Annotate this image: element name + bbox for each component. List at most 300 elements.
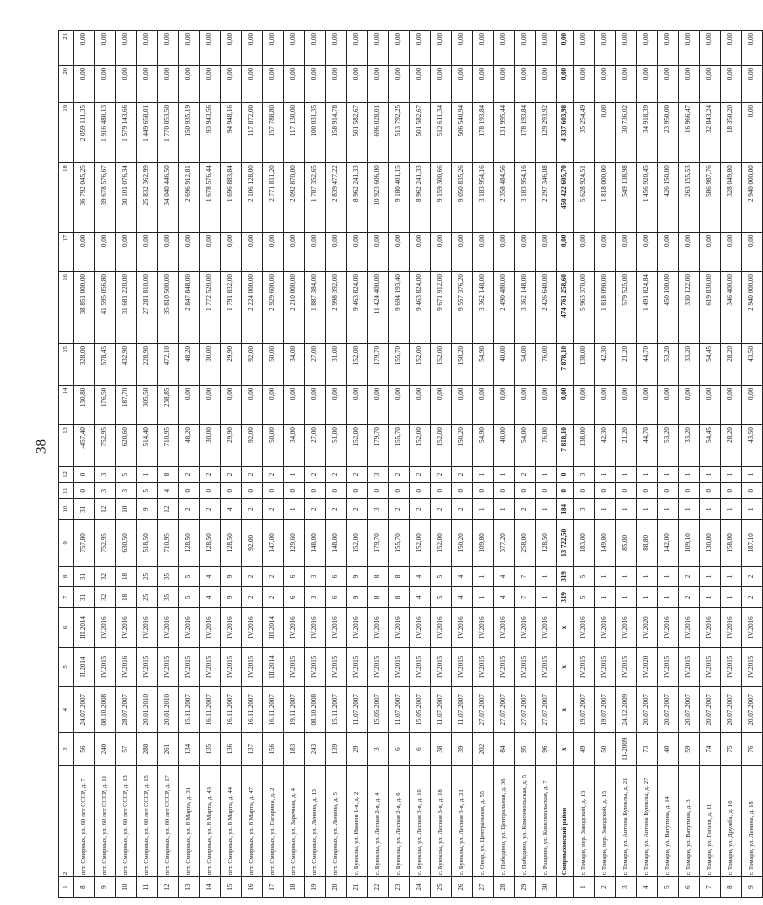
- table-cell: 0,00: [574, 65, 595, 102]
- table-cell: 0,00: [368, 385, 389, 424]
- table-cell: 155,70: [389, 425, 410, 467]
- table-cell: 0,00: [557, 31, 574, 66]
- table-cell: 0: [557, 466, 574, 482]
- table-cell: 2: [389, 466, 410, 482]
- table-cell: г. Томари, ул. Антона Буюклы, д. 27: [637, 765, 658, 876]
- table-cell: 0,00: [473, 31, 494, 66]
- table-cell: 152,00: [410, 425, 431, 467]
- table-cell: 43,50: [742, 425, 763, 467]
- table-cell: 150,20: [452, 344, 473, 386]
- table-cell: 138,00: [574, 344, 595, 386]
- table-cell: 22: [368, 877, 389, 898]
- table-cell: 11.07.2007: [347, 687, 368, 733]
- table-cell: пгт. Смирных, ул. Гагарина, д. 2: [263, 765, 284, 876]
- table-cell: 20.07.2007: [637, 687, 658, 733]
- table-cell: 148,00: [326, 520, 347, 566]
- table-cell: 2: [242, 466, 263, 482]
- table-cell: 1: [473, 499, 494, 520]
- table-cell: 31,00: [326, 344, 347, 386]
- table-cell: 0,00: [452, 232, 473, 271]
- table-cell: 319: [557, 566, 574, 587]
- table-cell: 620,60: [116, 425, 137, 467]
- table-cell: 128,50: [536, 520, 557, 566]
- table-cell: 0: [679, 483, 700, 499]
- table-cell: с. Победино, ул. Комсомольская, д. 5: [515, 765, 536, 876]
- table-cell: 0: [494, 483, 515, 499]
- table-cell: IV.2015: [200, 647, 221, 686]
- table-cell: 1: [679, 499, 700, 520]
- table-cell: 20.07.2007: [721, 687, 742, 733]
- table-cell: 1 791 832,00: [221, 272, 242, 344]
- table-cell: 0,00: [389, 232, 410, 271]
- table-cell: IV.2016: [305, 608, 326, 647]
- table-cell: 0,00: [368, 65, 389, 102]
- table-cell: 95: [515, 733, 536, 765]
- table-cell: IV.2015: [700, 647, 721, 686]
- table-cell: 20: [326, 877, 347, 898]
- table-cell: 0: [263, 483, 284, 499]
- table-cell: 5: [179, 587, 200, 608]
- table-cell: 31: [74, 566, 95, 587]
- table-cell: 20.07.2007: [742, 687, 763, 733]
- table-cell: 5: [179, 566, 200, 587]
- table-cell: 39: [452, 733, 473, 765]
- table-cell: IV.2020: [637, 608, 658, 647]
- table-cell: 0,00: [658, 31, 679, 66]
- table-cell: 0,00: [242, 385, 263, 424]
- table-cell: 752,95: [95, 520, 116, 566]
- table-cell: 0,00: [116, 232, 137, 271]
- table-cell: пгт. Смирных, ул. 60 лет СССР, д. 11: [95, 765, 116, 876]
- table-cell: IV.2015: [305, 647, 326, 686]
- table-cell: 0,00: [95, 31, 116, 66]
- table-cell: 27.07.2007: [536, 687, 557, 733]
- table-cell: 0: [389, 483, 410, 499]
- table-row: [494, 31, 515, 898]
- table-cell: 1: [658, 566, 679, 587]
- table-cell: 23 950,00: [658, 102, 679, 162]
- table-cell: 0,00: [595, 232, 616, 271]
- table-cell: 9: [347, 566, 368, 587]
- table-cell: 148,00: [305, 520, 326, 566]
- table-cell: IV.2015: [721, 647, 742, 686]
- table-cell: 0,00: [452, 385, 473, 424]
- table-cell: 138,00: [574, 425, 595, 467]
- table-cell: г. Томари, пер. Заводской, д. 13: [574, 765, 595, 876]
- table-cell: 31: [74, 499, 95, 520]
- table-cell: 2: [263, 587, 284, 608]
- table-cell: IV.2016: [473, 608, 494, 647]
- table-cell: 0,00: [473, 65, 494, 102]
- table-cell: 14: [59, 385, 74, 424]
- table-cell: 179,70: [368, 425, 389, 467]
- table-cell: 0,00: [326, 31, 347, 66]
- table-cell: 0,00: [452, 65, 473, 102]
- table-cell: 134: [179, 733, 200, 765]
- table-cell: 3 183 954,16: [515, 163, 536, 233]
- table-cell: 11: [59, 483, 74, 499]
- table-row: [574, 31, 595, 898]
- table-row: [389, 31, 410, 898]
- table-cell: 501 582,67: [347, 102, 368, 162]
- table-row: [95, 31, 116, 898]
- table-cell: 150,20: [452, 520, 473, 566]
- table-cell: 0,00: [431, 385, 452, 424]
- table-cell: 9: [95, 877, 116, 898]
- table-cell: 74: [700, 733, 721, 765]
- table-cell: 152,00: [410, 520, 431, 566]
- table-cell: 43,50: [742, 344, 763, 386]
- table-cell: 0: [347, 483, 368, 499]
- table-cell: 20.07.2007: [658, 687, 679, 733]
- table-cell: 1: [658, 499, 679, 520]
- table-cell: 136: [221, 733, 242, 765]
- table-cell: 50,00: [263, 425, 284, 467]
- table-row: [700, 31, 721, 898]
- table-cell: IV.2015: [137, 647, 158, 686]
- table-cell: 0,00: [326, 232, 347, 271]
- table-cell: 0,00: [431, 232, 452, 271]
- table-cell: 100 031,35: [305, 102, 326, 162]
- table-cell: 1: [700, 566, 721, 587]
- table-cell: 1: [616, 466, 637, 482]
- table-cell: 1 787 352,65: [305, 163, 326, 233]
- table-cell: 17: [59, 232, 74, 271]
- table-cell: 32: [95, 587, 116, 608]
- table-cell: 9 694 193,40: [389, 272, 410, 344]
- table-cell: 96: [536, 733, 557, 765]
- table-cell: 0: [179, 483, 200, 499]
- housing-program-table: [58, 30, 763, 898]
- table-cell: 129,60: [284, 520, 305, 566]
- table-cell: 179,70: [368, 344, 389, 386]
- table-cell: 330 122,00: [679, 272, 700, 344]
- table-cell: 7 878,10: [557, 344, 574, 386]
- table-cell: 1: [616, 499, 637, 520]
- table-cell: 184: [557, 499, 574, 520]
- table-cell: 41 595 056,80: [95, 272, 116, 344]
- table-cell: 187,10: [742, 520, 763, 566]
- table-cell: 0,00: [473, 385, 494, 424]
- table-cell: IV.2016: [137, 608, 158, 647]
- table-cell: 19: [59, 102, 74, 162]
- table-cell: 29,90: [221, 344, 242, 386]
- table-row: [742, 31, 763, 898]
- table-cell: 76,00: [536, 344, 557, 386]
- table-cell: 0,00: [742, 65, 763, 102]
- table-cell: 152,00: [347, 425, 368, 467]
- table-cell: 109,10: [679, 520, 700, 566]
- table-cell: 1: [284, 499, 305, 520]
- table-cell: 1: [473, 466, 494, 482]
- table-cell: -457,40: [74, 425, 95, 467]
- table-cell: 2: [431, 499, 452, 520]
- table-cell: 1: [595, 587, 616, 608]
- table-cell: 0,00: [347, 65, 368, 102]
- table-cell: 0,00: [368, 232, 389, 271]
- table-cell: 25: [137, 566, 158, 587]
- table-cell: 0,00: [305, 232, 326, 271]
- table-cell: 1: [595, 466, 616, 482]
- table-cell: IV.2015: [679, 647, 700, 686]
- total-row: [557, 31, 574, 898]
- table-cell: 0,00: [431, 31, 452, 66]
- table-cell: IV.2016: [368, 608, 389, 647]
- table-cell: 0,00: [158, 31, 179, 66]
- table-cell: 16 966,47: [679, 102, 700, 162]
- table-cell: 128,50: [221, 520, 242, 566]
- table-cell: 158 914,78: [326, 102, 347, 162]
- table-cell: 2 839 477,22: [326, 163, 347, 233]
- table-cell: 0,00: [74, 232, 95, 271]
- table-cell: 9 557 376,20: [452, 272, 473, 344]
- table-cell: 0: [700, 483, 721, 499]
- table-cell: 3: [116, 483, 137, 499]
- table-cell: 0,00: [616, 65, 637, 102]
- table-cell: IV.2015: [242, 647, 263, 686]
- table-cell: 16.11.2007: [200, 687, 221, 733]
- table-cell: 152,00: [347, 344, 368, 386]
- table-cell: 128,50: [179, 520, 200, 566]
- table-cell: 346 400,00: [721, 272, 742, 344]
- table-cell: 0,00: [658, 385, 679, 424]
- table-cell: 51,00: [326, 425, 347, 467]
- table-cell: 0,00: [679, 31, 700, 66]
- table-cell: 0,00: [515, 385, 536, 424]
- table-cell: 36 792 045,25: [74, 163, 95, 233]
- table-cell: с. Буюклы, ул. Лесная 3-я, д. 21: [452, 765, 473, 876]
- table-cell: 5: [431, 566, 452, 587]
- table-cell: 92,00: [242, 425, 263, 467]
- table-cell: 0,00: [700, 385, 721, 424]
- table-cell: 1: [637, 499, 658, 520]
- table-cell: 1: [284, 466, 305, 482]
- table-cell: IV.2016: [536, 608, 557, 647]
- table-cell: 10: [59, 499, 74, 520]
- table-cell: IV.2016: [431, 608, 452, 647]
- table-cell: 6: [284, 566, 305, 587]
- table-cell: 0,00: [158, 232, 179, 271]
- table-cell: 4 337 603,98: [557, 102, 574, 162]
- table-cell: 1: [536, 499, 557, 520]
- table-cell: 18: [284, 877, 305, 898]
- table-cell: 0,00: [574, 31, 595, 66]
- table-cell: 3 362 148,00: [515, 272, 536, 344]
- table-cell: 0,00: [284, 65, 305, 102]
- table-cell: 16: [242, 877, 263, 898]
- table-row: [221, 31, 242, 898]
- table-cell: 0,00: [221, 232, 242, 271]
- table-cell: г. Томари, ул. Гоголя, д. 11: [700, 765, 721, 876]
- table-cell: 33,20: [679, 425, 700, 467]
- rotated-table-container: [58, 30, 756, 898]
- table-cell: 0,00: [326, 65, 347, 102]
- table-cell: 752,95: [95, 425, 116, 467]
- table-cell: 21: [59, 31, 74, 66]
- table-cell: 76: [742, 733, 763, 765]
- table-cell: 7 818,10: [557, 425, 574, 467]
- table-cell: 0: [637, 483, 658, 499]
- table-cell: 0,00: [557, 385, 574, 424]
- table-cell: 319: [557, 587, 574, 608]
- table-cell: 0,00: [679, 65, 700, 102]
- table-body: [59, 31, 763, 898]
- table-cell: 3: [305, 566, 326, 587]
- table-cell: 0,00: [410, 385, 431, 424]
- table-cell: 619 830,00: [700, 272, 721, 344]
- table-cell: IV.2015: [347, 647, 368, 686]
- table-cell: 0,00: [679, 232, 700, 271]
- table-row: [116, 31, 137, 898]
- table-cell: 0,00: [137, 65, 158, 102]
- table-cell: 0,00: [515, 65, 536, 102]
- table-cell: 2: [679, 566, 700, 587]
- table-cell: IV.2015: [494, 647, 515, 686]
- table-cell: 4: [59, 687, 74, 733]
- table-cell: 3: [616, 877, 637, 898]
- table-cell: 08.10.2008: [95, 687, 116, 733]
- table-cell: 0,00: [95, 232, 116, 271]
- table-cell: 0: [616, 483, 637, 499]
- table-cell: IV.2015: [95, 647, 116, 686]
- table-cell: 8 962 241,33: [410, 163, 431, 233]
- table-row: [326, 31, 347, 898]
- table-cell: 1: [742, 466, 763, 482]
- table-cell: 0,00: [137, 232, 158, 271]
- table-cell: пгт. Смирных, ул. Заречная, д. 4: [284, 765, 305, 876]
- table-cell: 18: [116, 566, 137, 587]
- table-row: [536, 31, 557, 898]
- table-cell: 32 843,24: [700, 102, 721, 162]
- table-cell: 44,70: [637, 425, 658, 467]
- table-row: [368, 31, 389, 898]
- table-cell: IV.2015: [595, 647, 616, 686]
- table-cell: 0: [536, 483, 557, 499]
- table-cell: 15: [59, 344, 74, 386]
- table-cell: 0,00: [116, 31, 137, 66]
- table-cell: IV.2016: [515, 608, 536, 647]
- table-cell: 25 832 362,99: [137, 163, 158, 233]
- table-cell: 0: [721, 483, 742, 499]
- table-row: [452, 31, 473, 898]
- table-cell: 6: [679, 877, 700, 898]
- table-cell: 0,00: [742, 385, 763, 424]
- table-cell: 2 106 128,00: [242, 163, 263, 233]
- table-cell: 0,00: [95, 65, 116, 102]
- table-cell: 2 358 484,56: [494, 163, 515, 233]
- table-cell: 9 671 912,00: [431, 272, 452, 344]
- table-cell: IV.2015: [431, 647, 452, 686]
- table-cell: 27.07.2007: [494, 687, 515, 733]
- table-cell: 34,00: [284, 425, 305, 467]
- table-cell: 1 916 480,13: [95, 102, 116, 162]
- table-cell: с. Буюклы, ул. Лесная 3-я, д. 18: [431, 765, 452, 876]
- table-cell: 6: [326, 566, 347, 587]
- table-cell: 0,00: [700, 232, 721, 271]
- table-cell: 5: [59, 647, 74, 686]
- table-cell: 0,00: [574, 232, 595, 271]
- table-cell: IV.2016: [347, 608, 368, 647]
- table-cell: 24: [410, 877, 431, 898]
- table-cell: 2 490 480,00: [494, 272, 515, 344]
- table-cell: 3: [368, 499, 389, 520]
- table-cell: 2 847 848,00: [179, 272, 200, 344]
- table-cell: 18: [116, 587, 137, 608]
- table-cell: 48,20: [179, 344, 200, 386]
- table-cell: 12: [158, 877, 179, 898]
- table-cell: 3: [95, 483, 116, 499]
- table-cell: 0,00: [700, 31, 721, 66]
- table-cell: 1: [700, 587, 721, 608]
- table-cell: 2: [200, 499, 221, 520]
- table-cell: 1 696 883,84: [221, 163, 242, 233]
- table-cell: 0: [242, 483, 263, 499]
- table-row: [595, 31, 616, 898]
- table-cell: 2: [742, 566, 763, 587]
- table-cell: 0,00: [557, 65, 574, 102]
- table-cell: 0,00: [347, 385, 368, 424]
- table-cell: 1 491 824,84: [637, 272, 658, 344]
- table-cell: 0: [595, 483, 616, 499]
- table-cell: 0,00: [389, 31, 410, 66]
- table-cell: 35: [158, 587, 179, 608]
- table-cell: 6: [389, 733, 410, 765]
- column-number-row: [59, 31, 74, 898]
- table-cell: 710,95: [158, 425, 179, 467]
- table-cell: 5: [574, 566, 595, 587]
- table-cell: 40,00: [494, 344, 515, 386]
- table-cell: 0,00: [200, 232, 221, 271]
- table-cell: 28: [494, 877, 515, 898]
- table-cell: 49: [574, 733, 595, 765]
- table-cell: пгт. Смирных, ул. 60 лет СССР, д. 17: [158, 765, 179, 876]
- table-cell: г. Томари, ул. Ватутина, д. 3: [679, 765, 700, 876]
- table-cell: 0,00: [305, 31, 326, 66]
- table-cell: IV.2015: [368, 647, 389, 686]
- table-cell: 2: [515, 499, 536, 520]
- table-cell: 35 810 500,00: [158, 272, 179, 344]
- table-cell: 152,00: [431, 520, 452, 566]
- table-cell: 1: [616, 587, 637, 608]
- table-cell: 1: [637, 566, 658, 587]
- table-cell: 4: [410, 566, 431, 587]
- table-cell: IV.2016: [158, 608, 179, 647]
- table-cell: 0: [658, 483, 679, 499]
- table-cell: IV.2016: [721, 608, 742, 647]
- table-cell: 2: [452, 466, 473, 482]
- table-cell: 178 193,84: [515, 102, 536, 162]
- table-cell: 130,80: [74, 385, 95, 424]
- table-cell: 0,00: [179, 65, 200, 102]
- table-cell: 30 736,02: [616, 102, 637, 162]
- table-cell: 0,00: [263, 385, 284, 424]
- table-cell: пгт. Смирных, ул. Ленина, д. 13: [305, 765, 326, 876]
- table-cell: 18: [59, 163, 74, 233]
- table-cell: 0: [452, 483, 473, 499]
- table-cell: 2 092 870,00: [284, 163, 305, 233]
- table-cell: 12: [59, 466, 74, 482]
- table-cell: 30 101 076,34: [116, 163, 137, 233]
- table-cell: 3: [574, 499, 595, 520]
- table-cell: 0: [410, 483, 431, 499]
- table-cell: г. Томари, ул. Дружба, д. 16: [721, 765, 742, 876]
- table-cell: 38 851 000,00: [74, 272, 95, 344]
- table-cell: 0,00: [389, 385, 410, 424]
- table-cell: 9 463 824,00: [410, 272, 431, 344]
- table-cell: 0,00: [263, 232, 284, 271]
- table-cell: пгт. Смирных, ул. 60 лет СССР, д. 15: [137, 765, 158, 876]
- table-row: [74, 31, 95, 898]
